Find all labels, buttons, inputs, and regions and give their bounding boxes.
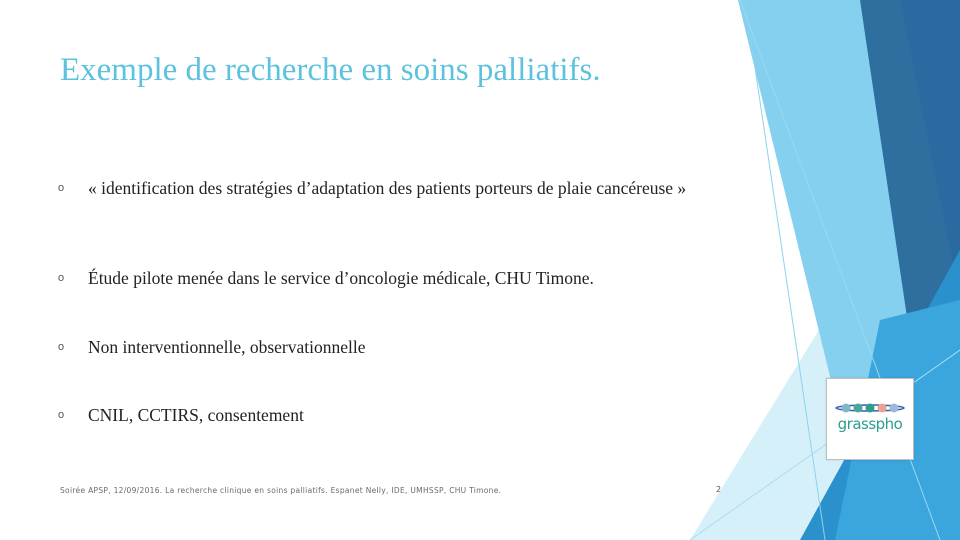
page-title: Exemple de recherche en soins palliatifs. bbox=[60, 52, 601, 88]
logo-dots-icon bbox=[827, 379, 913, 419]
list-item bbox=[58, 176, 686, 200]
bullet-text: Étude pilote menée dans le service d’oncologie médicale, CHU Timone. bbox=[88, 268, 594, 288]
footer-text: Soirée APSP, 12/09/2016. La recherche clinique en soins palliatifs. Espanet Nelly, IDE, UMHSSP, CHU Timone. bbox=[60, 486, 502, 495]
list-item bbox=[58, 266, 594, 290]
bullet-text: « identification des stratégies d’adaptation des patients porteurs de plaie cancéreuse » bbox=[88, 178, 687, 198]
list-item bbox=[58, 403, 304, 427]
bullet-marker: o bbox=[58, 272, 65, 284]
bullet-marker: o bbox=[58, 182, 65, 194]
bullet-marker: o bbox=[58, 409, 65, 421]
grasspho-logo bbox=[826, 378, 914, 460]
page-number: 2 bbox=[716, 485, 722, 494]
bullet-marker: o bbox=[58, 341, 65, 353]
list-item bbox=[58, 335, 366, 359]
bullet-text: CNIL, CCTIRS, consentement bbox=[88, 405, 304, 425]
bullet-text: Non interventionnelle, observationnelle bbox=[88, 337, 366, 357]
logo-text: grasspho bbox=[837, 415, 903, 433]
